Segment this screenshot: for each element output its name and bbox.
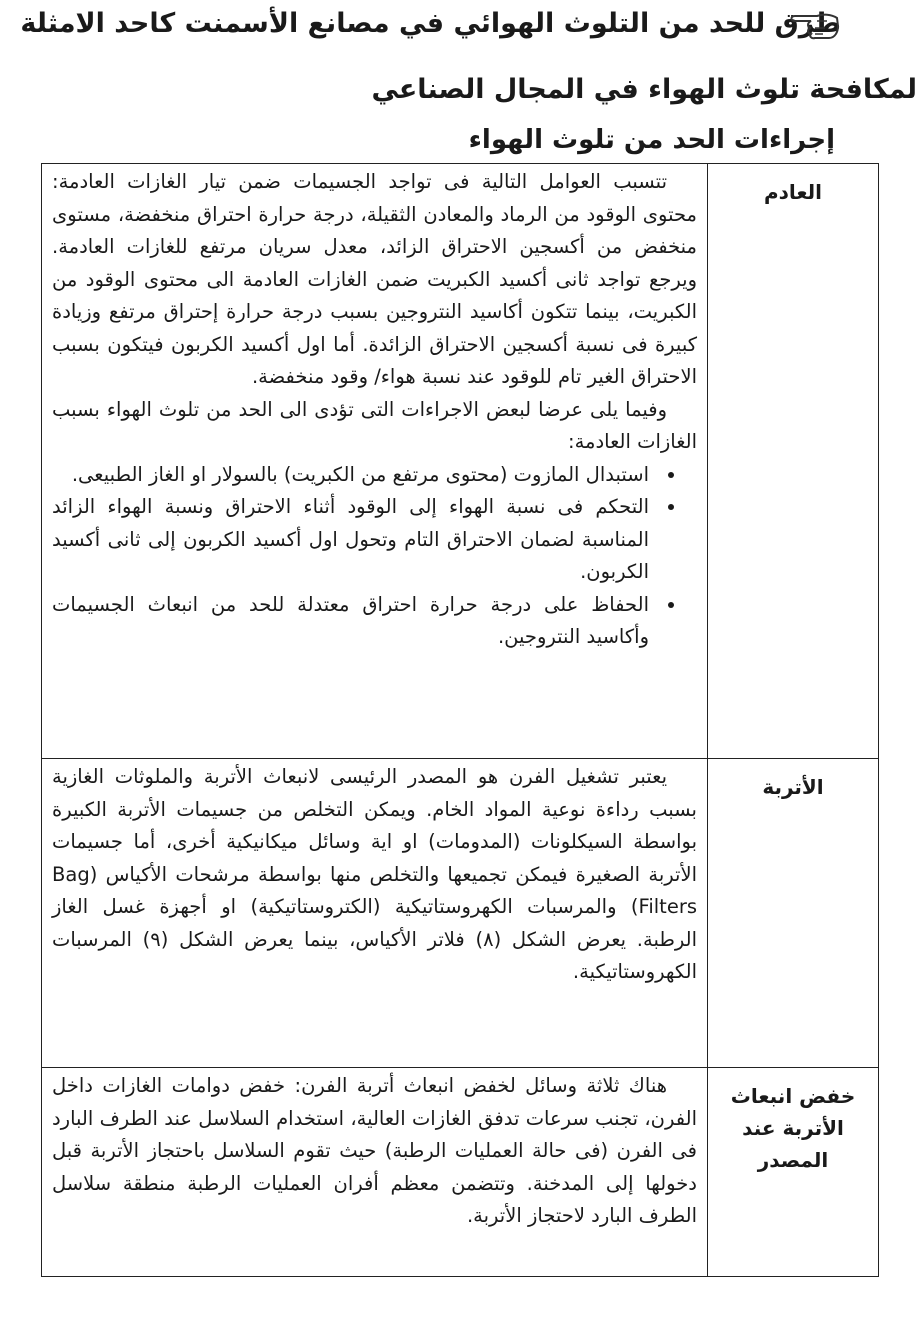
row-content-exhaust (42, 164, 708, 759)
table-row-exhaust (42, 164, 879, 759)
dust-paragraph-1: يعتبر تشغيل الفرن هو المصدر الرئيسى لانبعاث الأتربة والملوثات الغازية بسبب رداءة نوعية المواد الخام. ويمكن التخلص من جسيمات الأتربة الكبيرة بواسطة السيكلونات (المدومات) او اية وسائل ميكانيكية أخرى، أما جسيمات الأتربة الصغيرة فيمكن تجميعها والتخلص منها بواسطة مرشحات الأكياس (Bag Filters) والمرسبات الكهروستاتيكية (الكتروستاتيكية) او أجهزة غسل الغاز الرطبة. يعرض الشكل (٨) فلاتر الأكياس، بينما يعرض الشكل (٩) المرسبات الكهروستاتيكية. (52, 765, 697, 983)
exhaust-paragraph-1: تتسبب العوامل التالية فى تواجد الجسيمات ضمن تيار الغازات العادمة: محتوى الوقود من الرماد والمعادن الثقيلة، درجة حرارة احتراق منخفضة، مستوى منخفض من أكسجين الاحتراق الزائد، معدل سريان مرتفع للغازات العادمة. ويرجع تواجد ثانى أكسيد الكبريت ضمن الغازات العادمة الى محتوى الوقود من الكبريت، بينما تتكون أكاسيد النتروجين بسبب درجة حرارة إحتراق مرتفع وزيادة كبيرة فى نسبة أكسجين الاحتراق الزائدة. أما اول أكسيد الكربون فيتكون بسبب الاحتراق الغير تام للوقود عند نسبة هواء/ وقود منخفضة. (52, 170, 697, 388)
exhaust-paragraph-2: وفيما يلى عرضا لبعض الاجراءات التى تؤدى الى الحد من تلوث الهواء بسبب الغازات العادمة: (52, 397, 697, 453)
source-reduction-paragraph-1: هناك ثلاثة وسائل لخفض انبعاث أتربة الفرن: خفض دوامات الغازات داخل الفرن، تجنب سرعات تدفق الغازات العالية، استخدام السلاسل عند الطرف البارد فى الفرن (فى حالة العمليات الرطبة) حيث تقوم السلاسل باحتجاز الأتربة قبل دخولها إلى المدخنة. وتتضمن معظم أفران العمليات الرطبة منطقة سلاسل الطرف البارد لاحتجاز الأتربة. (52, 1074, 697, 1227)
document-subtitle-text: لمكافحة تلوث الهواء في المجال الصناعي (371, 74, 917, 105)
list-item: • التحكم فى نسبة الهواء إلى الوقود أثناء الاحتراق ونسبة الهواء الزائد المناسبة لضمان الاحتراق التام وتحول اول أكسيد الكربون إلى ثانى أكسيد الكربون. (52, 491, 655, 589)
table-row-dust (42, 759, 879, 1068)
row-label-source-reduction-text: خفض انبعاث الأتربة عند المصدر (730, 1084, 856, 1172)
section-heading (469, 120, 835, 160)
row-label-exhaust (708, 164, 879, 759)
list-item: • الحفاظ على درجة حرارة احتراق معتدلة للحد من انبعاث الجسيمات وأكاسيد النتروجين. (52, 589, 655, 654)
document-subtitle (372, 70, 917, 110)
section-heading-text: إجراءات الحد من تلوث الهواء (468, 125, 835, 155)
row-label-source-reduction (708, 1068, 879, 1277)
document-title-text: طرق للحد من التلوث الهوائي في مصانع الأسمنت كاحد الامثلة (20, 8, 841, 39)
list-item: • استبدال المازوت (محتوى مرتفع من الكبريت) بالسولار او الغاز الطبيعى. (52, 459, 655, 492)
table-row-source-reduction (42, 1068, 879, 1277)
row-content-dust (42, 759, 708, 1068)
row-label-dust-text: الأتربة (762, 775, 824, 799)
measures-table (41, 163, 879, 1277)
row-content-source-reduction (42, 1068, 708, 1277)
pointing-hand-icon (787, 10, 839, 40)
document-title (11, 4, 841, 44)
row-label-exhaust-text: العادم (763, 180, 823, 204)
row-label-dust (708, 759, 879, 1068)
exhaust-measures-list (52, 459, 697, 654)
